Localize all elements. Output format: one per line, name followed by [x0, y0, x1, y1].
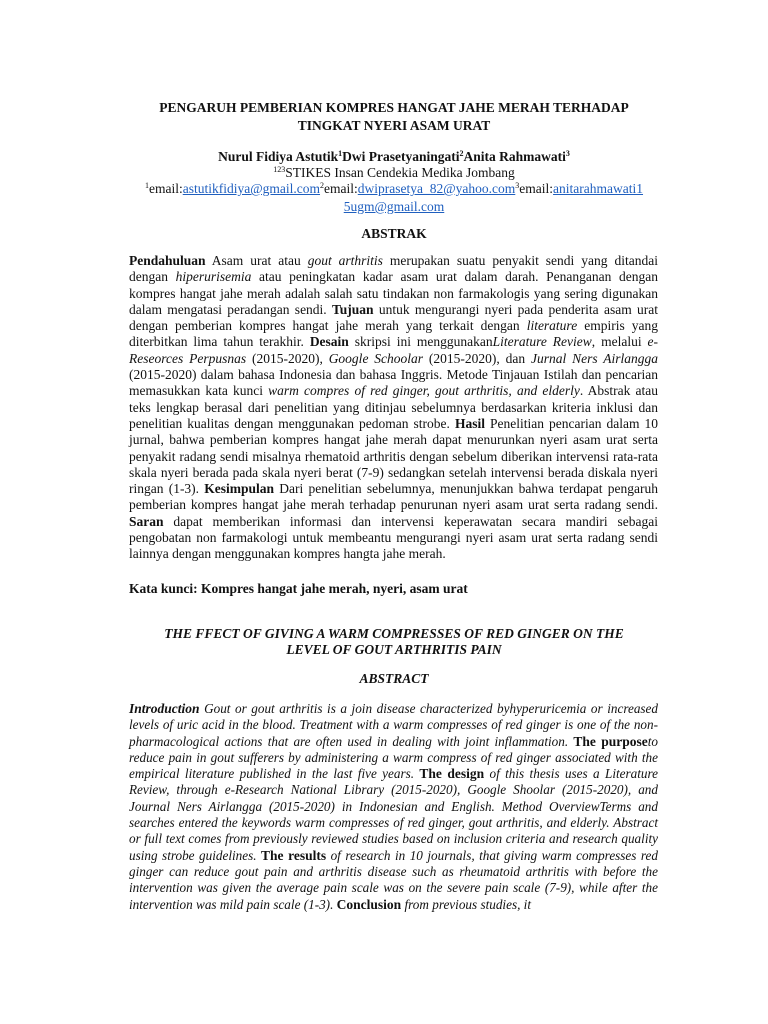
label-conclusion: Conclusion	[336, 896, 402, 912]
abstrak-text: merupakan suatu penyakit sendi yang ditandai dengan	[129, 253, 658, 285]
affiliation-text: STIKES Insan Cendekia Medika Jombang	[285, 165, 515, 180]
abstract-text: Gout or gout arthritis is a join disease characterized byhyperuricemia or increased levels of uric acid in the blood. Treatment with a warm compresses of red ginger is one of the non-pharmacological actions that are often used in dealing with joint inflammation.	[129, 701, 658, 749]
email-1-label: email:	[148, 181, 183, 196]
abstrak-term: warm compres of red ginger, gout arthritis, and elderly	[268, 383, 580, 399]
abstrak-text: (2015-2020) dalam bahasa Indonesia dan bahasa Inggris. Metode Tinjauan Istilah dan pencarian memasukkan kata kunci	[129, 367, 658, 399]
abstract-body	[129, 701, 658, 913]
abstrak-text: empiris yang diterbitkan lima tahun terakhir.	[129, 318, 658, 350]
label-results: The results	[261, 847, 327, 863]
author-3: Anita Rahmawati	[463, 149, 566, 164]
author-2: Dwi Prasetyaningati	[342, 149, 460, 164]
label-desain: Desain	[309, 334, 349, 350]
keywords: Kata kunci: Kompres hangat jahe merah, nyeri, asam urat	[129, 581, 468, 596]
label-tujuan: Tujuan	[331, 301, 374, 317]
email-3-label: email:	[519, 181, 554, 196]
paper-title	[100, 99, 688, 135]
email-line1	[120, 180, 668, 198]
email-1-sup: 1	[144, 181, 149, 190]
author-2-sup: 2	[459, 149, 464, 158]
abstrak-text: dapat memberikan informasi dan intervensi keperawatan secara mandiri sebagai pengobatan non farmakologi untuk membeantu mengurangi nyeri asam urat serta radang sendi lainnya dengan menggunakan kompres hangta jahe merah.	[129, 513, 658, 562]
abstract-text: of this thesis uses a Literature Review, through e-Research National Library (2015-2020), Google Shoolar (2015-2020), and Journal Ners Airlangga (2015-2020) in Indonesian and English. Method OverviewTerms and searches entered the keywords warm compresses of red ginger, gout arthritis, and elderly. Abstract or full text comes from previously reviewed studies based on inclusion criteria and research quality using strobe guidelines.	[129, 766, 658, 863]
author-3-sup: 3	[565, 149, 570, 158]
abstrak-text: . Abstrak atau teks lengkap berasal dari penelitian yang ditinjau sebelumnya berdasarkan kriteria inklusi dan penelitian kualitas dengan menggunakan pedoman strobe.	[129, 383, 658, 431]
abstrak-term: literature	[526, 318, 578, 334]
email-1-link[interactable]: astutikfidiya@gmail.com	[182, 181, 321, 196]
abstrak-term: gout arthritis	[307, 253, 383, 268]
abstract-text: of research in 10 journals, that giving warm compresses red ginger can reduce gout pain and arthritis disease such as rheumatoid arthritis with before the intervention was given the average pain scale was on the severe pain scale (7-9), while after the intervention was mild pain scale (1-3).	[129, 847, 658, 912]
abstrak-term: e-Reseorces Perpusnas	[129, 334, 659, 366]
abstract-text: from previous studies, it	[401, 896, 531, 912]
abstrak-text: atau peningkatan kadar asam urat dalam darah. Penanganan dengan kompres hangat jahe merah adalah salah satu tindakan non farmakologis yang sering digunakan dalam mengatasi peradangan sendi.	[129, 269, 659, 317]
author-1: Nurul Fidiya Astutik	[218, 149, 339, 164]
abstrak-text: Asam urat atau	[205, 253, 308, 268]
label-purpose: The purpose	[573, 733, 648, 749]
abstrak-text: (2015-2020), dan	[423, 350, 531, 366]
email-2-sup: 2	[320, 181, 325, 190]
english-title-line2: LEVEL OF GOUT ARTHRITIS PAIN	[286, 642, 502, 657]
abstrak-text: Dari penelitian sebelumnya, menunjukkan bahwa terdapat pengaruh pemberian kompres hangat jahe merah terhadap penurunan nyeri asam urat serta radang sendi.	[129, 481, 658, 513]
abstract-text: to reduce pain in gout sufferers by administering a warm compress of red ginger associated with the empirical literature published in the last five years.	[129, 733, 658, 782]
english-title	[100, 626, 688, 658]
paper-title-line2: TINGKAT NYERI ASAM URAT	[297, 118, 491, 133]
abstrak-term: Literature Review	[492, 334, 592, 350]
abstrak-heading: ABSTRAK	[361, 226, 427, 241]
abstrak-term: Google Schoolar	[328, 350, 424, 366]
email-3-link[interactable]: anitarahmawati1	[553, 181, 644, 196]
abstrak-text: Penelitian pencarian dalam 10 jurnal, bahwa pemberian kompres hangat jahe merah dapat menurunkan nyeri asam urat serta penyakit radang sendi misalnya rhematoid arthritis dengan sebelum diberikan intervensi rata-rata skala nyeri berada pada skala nyeri berat (7-9) sedangkan setelah intervensi berada diskala nyeri ringan (1-3).	[129, 415, 659, 497]
abstrak-body	[129, 253, 658, 563]
email-3-sup: 3	[515, 181, 520, 190]
paper-title-line1: PENGARUH PEMBERIAN KOMPRES HANGAT JAHE MERAH TERHADAP	[159, 100, 629, 115]
label-kesimpulan: Kesimpulan	[204, 481, 275, 497]
affiliation-sup: 123	[273, 165, 286, 174]
abstract-heading: ABSTRACT	[359, 671, 429, 686]
label-hasil: Hasil	[454, 415, 485, 431]
abstrak-text: (2015-2020),	[246, 350, 329, 366]
author-1-sup: 1	[338, 149, 343, 158]
email-line2	[120, 198, 668, 216]
label-pendahuluan: Pendahuluan	[129, 253, 206, 268]
email-2-label: email:	[324, 181, 358, 196]
english-title-line1: THE FFECT OF GIVING A WARM COMPRESSES OF RED GINGER ON THE	[164, 626, 624, 641]
abstrak-text: untuk mengurangi nyeri pada penderita asam urat dengan pemberian kompres hangat jahe merah yang terkait dengan	[129, 301, 658, 334]
email-block	[120, 180, 668, 216]
label-introduction: Introduction	[129, 701, 200, 716]
abstrak-term: Jurnal Ners Airlangga	[531, 350, 658, 366]
email-3-link-cont[interactable]: 5ugm@gmail.com	[343, 199, 445, 214]
abstrak-text: , melalui	[591, 334, 648, 350]
abstrak-text: skripsi ini menggunakan	[348, 334, 493, 350]
label-saran: Saran	[129, 513, 164, 529]
label-design: The design	[419, 766, 485, 782]
email-2-link[interactable]: dwiprasetya_82@yahoo.com	[357, 181, 516, 196]
abstrak-term: hiperurisemia	[175, 269, 252, 285]
